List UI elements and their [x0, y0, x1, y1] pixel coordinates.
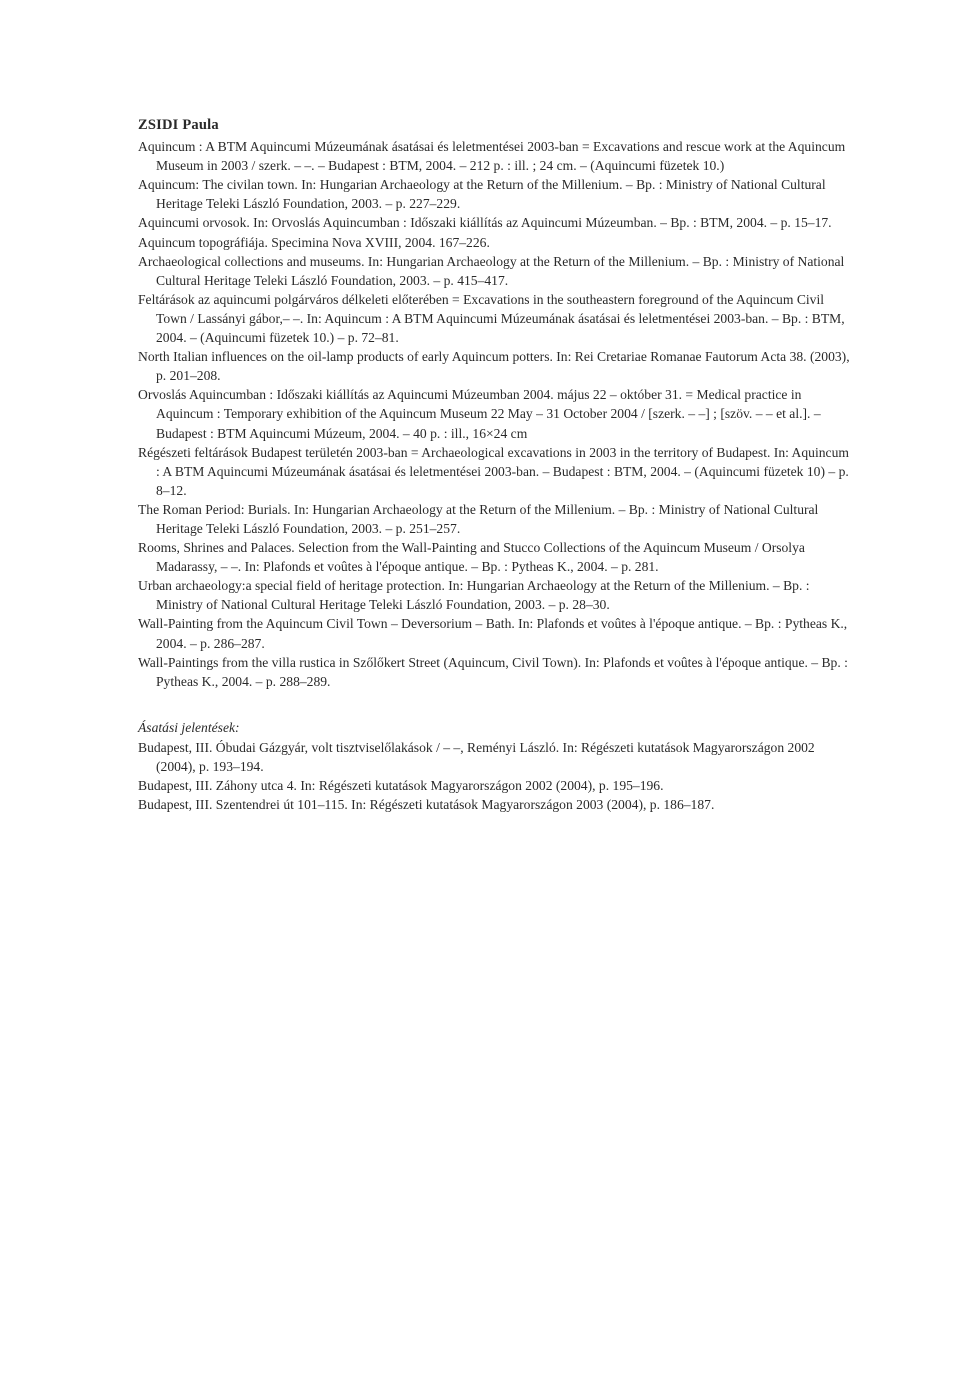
publication-entry: Régészeti feltárások Budapest területén 2003-ban = Archaeological excavations in 2003 in the territory of Budapest. In: Aquincum : A BTM Aquincumi Múzeumának ásatásai és leletmentései 2003-ban. – Budapest : BTM, 2004. – (Aquincumi füzetek 10) – p. 8–12. [138, 444, 849, 498]
publication-entry: North Italian influences on the oil-lamp products of early Aquincum potters. In: Rei Cretariae Romanae Fautorum Acta 38. (2003), p. 201–208. [138, 349, 850, 384]
bibliography [138, 116, 850, 814]
report-entry: Budapest, III. Záhony utca 4. In: Régészeti kutatások Magyarországon 2002 (2004), p. 195–196. [138, 778, 664, 794]
publication-entry: Aquincum: The civilan town. In: Hungarian Archaeology at the Return of the Millenium. – Bp. : Ministry of National Cultural Heritage Teleki László Foundation, 2003. – p. 227–229. [138, 177, 826, 212]
publication-entry: Aquincum topográfiája. Specimina Nova XVIII, 2004. 167–226. [138, 234, 490, 250]
report-entry: Budapest, III. Szentendrei út 101–115. In: Régészeti kutatások Magyarországon 2003 (2004), p. 186–187. [138, 797, 715, 813]
publication-entry: Orvoslás Aquincumban : Időszaki kiállítás az Aquincumi Múzeumban 2004. május 22 – október 31. = Medical practice in Aquincum : Temporary exhibition of the Aquincum Museum 22 May – 31 October 2004 / [szerk. – –] ; [szöv. – – et al.]. – Budapest : BTM Aquincumi Múzeum, 2004. – 40 p. : ill., 16×24 cm [138, 387, 821, 441]
publication-entry: Wall-Painting from the Aquincum Civil Town – Deversorium – Bath. In: Plafonds et voûtes à l'époque antique. – Bp. : Pytheas K., 2004. – p. 286–287. [138, 616, 848, 651]
publication-entry: Aquincum : A BTM Aquincumi Múzeumának ásatásai és leletmentései 2003-ban = Excavations and rescue work at the Aquincum Museum in 2003 / szerk. – –. – Budapest : BTM, 2004. – 212 p. : ill. ; 24 cm. – (Aquincumi füzetek 10.) [138, 139, 846, 174]
publication-entry: Feltárások az aquincumi polgárváros délkeleti előterében = Excavations in the southeastern foreground of the Aquincum Civil Town / Lassányi gábor,– –. In: Aquincum : A BTM Aquincumi Múzeumának ásatásai és leletmentései 2003-ban. – Bp. : BTM, 2004. – (Aquincumi füzetek 10.) – p. 72–81. [138, 291, 845, 346]
publication-list [138, 137, 850, 691]
publication-entry: The Roman Period: Burials. In: Hungarian Archaeology at the Return of the Millenium. – Bp. : Ministry of National Cultural Heritage Teleki László Foundation, 2003. – p. 251–257. [138, 501, 819, 536]
report-entry: Budapest, III. Óbudai Gázgyár, volt tisztviselőlakások / – –, Reményi László. In: Régészeti kutatások Magyarországon 2002 (2004), p. 193–194. [138, 739, 815, 774]
publication-entry: Aquincumi orvosok. In: Orvoslás Aquincumban : Időszaki kiállítás az Aquincumi Múzeumban. – Bp. : BTM, 2004. – p. 15–17. [138, 215, 832, 231]
excavation-report-list [138, 738, 850, 814]
excavation-reports-heading: Ásatási jelentések: [138, 719, 240, 735]
author-name: ZSIDI Paula [138, 117, 219, 133]
publication-entry: Archaeological collections and museums. In: Hungarian Archaeology at the Return of the Millenium. – Bp. : Ministry of National Cultural Heritage Teleki László Foundation, 2003. – p. 415–417. [138, 253, 845, 288]
publication-entry: Wall-Paintings from the villa rustica in Szőlőkert Street (Aquincum, Civil Town). In: Plafonds et voûtes à l'époque antique. – Bp. : Pytheas K., 2004. – p. 288–289. [138, 654, 848, 689]
publication-entry: Rooms, Shrines and Palaces. Selection from the Wall-Painting and Stucco Collections of the Aquincum Museum / Orsolya Madarassy, – –. In: Plafonds et voûtes à l'époque antique. – Bp. : Pytheas K., 2004. – p. 281. [138, 540, 805, 575]
publication-entry: Urban archaeology:a special field of heritage protection. In: Hungarian Archaeology at the Return of the Millenium. – Bp. : Ministry of National Cultural Heritage Teleki László Foundation, 2003. – p. 28–30. [138, 578, 810, 613]
